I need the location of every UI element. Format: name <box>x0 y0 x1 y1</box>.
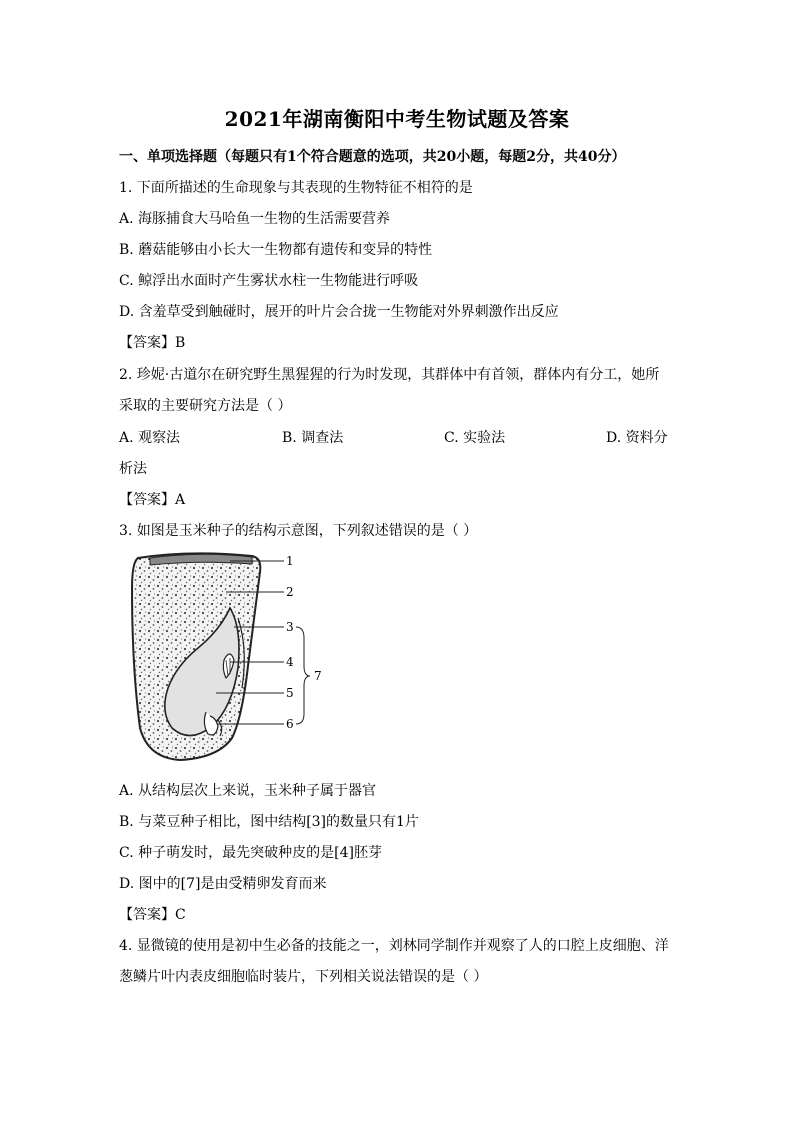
question-3-answer: 【答案】C <box>119 907 186 923</box>
question-2-option-d-wrap: 析法 <box>119 461 147 477</box>
section-heading: 一、单项选择题（每题只有1个符合题意的选项，共20小题，每题2分，共40分） <box>119 149 626 165</box>
question-3-option-c: C. 种子萌发时，最先突破种皮的是[4]胚芽 <box>119 845 382 861</box>
question-3-option-b: B. 与菜豆种子相比，图中结构[3]的数量只有1片 <box>119 814 419 830</box>
question-2-option-b: B. 调查法 <box>282 430 344 446</box>
question-3-option-d: D. 图中的[7]是由受精卵发育而来 <box>119 876 327 892</box>
question-2-option-c: C. 实验法 <box>444 430 506 446</box>
question-4-stem-line-2: 葱鳞片叶内表皮细胞临时装片，下列相关说法错误的是（ ） <box>119 969 488 985</box>
question-1-option-a: A. 海豚捕食大马哈鱼一生物的生活需要营养 <box>119 211 391 227</box>
figure-label-1: 1 <box>286 554 294 568</box>
question-1-stem: 1. 下面所描述的生命现象与其表现的生物特征不相符的是 <box>119 180 473 196</box>
figure-label-6: 6 <box>286 717 294 731</box>
question-2-answer: 【答案】A <box>119 492 186 508</box>
question-3-option-a: A. 从结构层次上来说，玉米种子属于器官 <box>119 783 377 799</box>
question-2-stem-line-1: 2. 珍妮·古道尔在研究野生黑猩猩的行为时发现，其群体中有首领，群体内有分工，她所 <box>119 367 660 383</box>
question-1-option-b: B. 蘑菇能够由小长大一生物都有遗传和变异的特性 <box>119 242 433 258</box>
question-1-option-c: C. 鲸浮出水面时产生雾状水柱一生物能进行呼吸 <box>119 273 419 289</box>
question-4-stem-line-1: 4. 显微镜的使用是初中生必备的技能之一，刘林同学制作并观察了人的口腔上皮细胞、洋 <box>119 938 669 954</box>
question-2-option-d: D. 资料分 <box>606 430 668 446</box>
question-2-stem-line-2: 采取的主要研究方法是（ ） <box>119 398 292 414</box>
document-title: 2021年湖南衡阳中考生物试题及答案 <box>224 107 570 131</box>
figure-label-3: 3 <box>286 620 294 634</box>
figure-label-5: 5 <box>286 686 294 700</box>
corn-seed-diagram <box>120 548 330 770</box>
question-3-stem: 3. 如图是玉米种子的结构示意图，下列叙述错误的是（ ） <box>119 523 478 539</box>
question-1-answer: 【答案】B <box>119 335 186 351</box>
figure-label-7: 7 <box>314 669 322 683</box>
question-1-option-d: D. 含羞草受到触碰时，展开的叶片会合拢一生物能对外界刺激作出反应 <box>119 304 559 320</box>
seed-outline <box>132 553 260 760</box>
figure-label-2: 2 <box>286 585 294 599</box>
question-2-option-a: A. 观察法 <box>119 430 181 446</box>
figure-label-4: 4 <box>286 655 294 669</box>
